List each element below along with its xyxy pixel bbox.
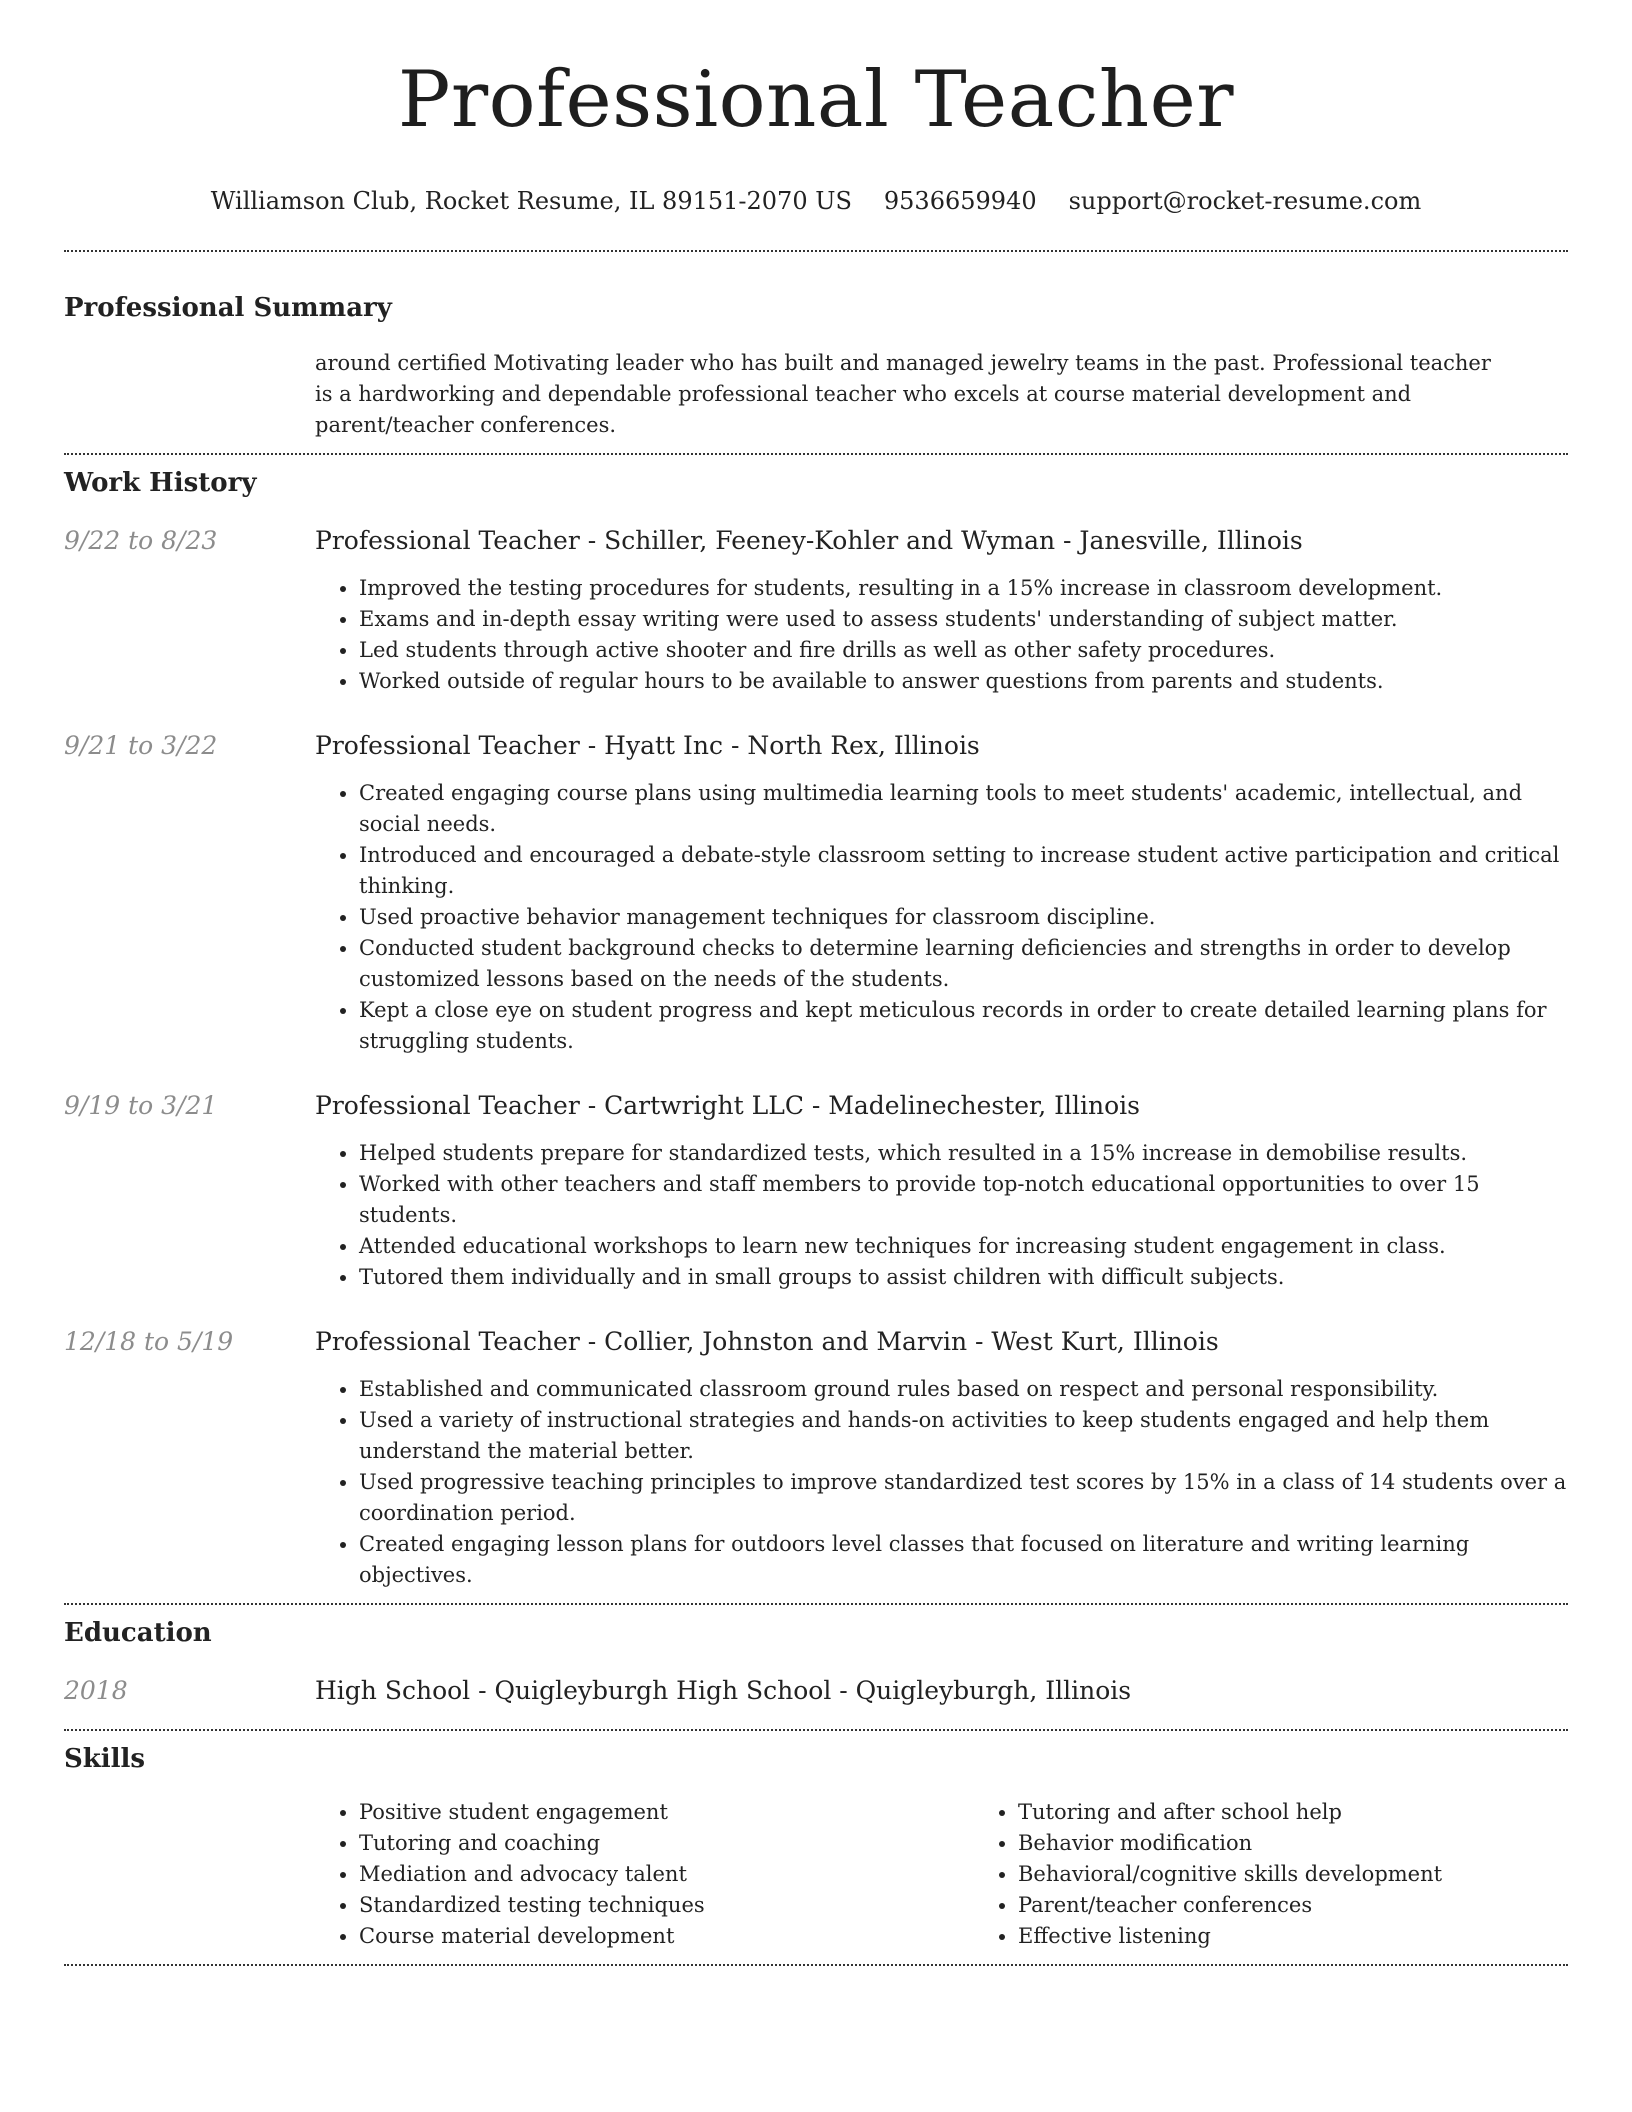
skill-item: • Mediation and advocacy talent (359, 1859, 974, 1890)
header-divider (64, 250, 1568, 252)
job-entry (64, 730, 1568, 1057)
skills-divider (64, 1964, 1568, 1966)
education-degree: High School (315, 1676, 471, 1705)
skill-item: • Behavior modification (1018, 1828, 1632, 1859)
list-item: • Used a variety of instructional strategies and hands-on activities to keep students engaged and help them understand the material better. (359, 1405, 1568, 1467)
list-item: • Introduced and encouraged a debate-style classroom setting to increase student active participation and critical thinking. (359, 840, 1568, 902)
list-item: • Attended educational workshops to learn new techniques for increasing student engagement in class. (359, 1231, 1568, 1262)
summary-divider (64, 453, 1568, 455)
list-item: • Created engaging course plans using multimedia learning tools to meet students' academic, intellectual, and social needs. (359, 778, 1568, 840)
job-dates: 9/19 to 3/21 (64, 1091, 218, 1120)
list-item: • Conducted student background checks to determine learning deficiencies and strengths in order to develop customized lessons based on the needs of the students. (359, 933, 1568, 995)
job-entry (64, 525, 1568, 697)
job-entry (64, 1326, 1568, 1591)
job-title (315, 1090, 1568, 1122)
job-employer: - Schiller, Feeney-Kohler and Wyman - Janesville, Illinois (579, 526, 1303, 555)
job-title (315, 730, 1568, 762)
list-item: • Worked outside of regular hours to be available to answer questions from parents and students. (359, 666, 1568, 697)
summary-title: Professional Summary (64, 293, 392, 323)
job-role: Professional Teacher (315, 1327, 580, 1356)
skills-row (64, 1797, 1568, 1952)
list-item: • Helped students prepare for standardized tests, which resulted in a 15% increase in demobilise results. (359, 1138, 1568, 1169)
skill-item: • Tutoring and coaching (359, 1828, 974, 1859)
job-role: Professional Teacher (315, 1091, 580, 1120)
education-school: - Quigleyburgh High School - Quigleyburgh, Illinois (470, 1676, 1132, 1705)
job-title (315, 1326, 1568, 1358)
list-item: • Used proactive behavior management techniques for classroom discipline. (359, 902, 1568, 933)
list-item: • Worked with other teachers and staff members to provide top-notch educational opportunities to over 15 students. (359, 1169, 1568, 1231)
work-history-title: Work History (64, 468, 257, 498)
skill-item: • Parent/teacher conferences (1018, 1890, 1632, 1921)
education-divider (64, 1729, 1568, 1731)
education-degree-line (315, 1675, 1568, 1707)
job-employer: - Collier, Johnston and Marvin - West Kurt, Illinois (579, 1327, 1219, 1356)
summary-text: around certified Motivating leader who has built and managed jewelry teams in the past. Professional teacher is a hardworking and dependable professional teacher who excels at course material development and parent/teacher conferences. (315, 351, 1491, 437)
skill-item: • Behavioral/cognitive skills development (1018, 1859, 1632, 1890)
email: support@rocket-resume.com (1068, 187, 1422, 215)
job-dates: 12/18 to 5/19 (64, 1327, 234, 1356)
resume-page (64, 0, 1568, 1966)
skill-item: • Course material development (359, 1921, 974, 1952)
address: Williamson Club, Rocket Resume, IL 89151-2070 US (210, 187, 852, 215)
job-bullets (315, 1374, 1568, 1591)
list-item: • Kept a close eye on student progress and kept meticulous records in order to create detailed learning plans for struggling students. (359, 995, 1568, 1057)
job-entry (64, 1090, 1568, 1293)
list-item: • Created engaging lesson plans for outdoors level classes that focused on literature and writing learning objectives. (359, 1529, 1568, 1591)
list-item: • Used progressive teaching principles to improve standardized test scores by 15% in a class of 14 students over a coordination period. (359, 1467, 1568, 1529)
job-employer: - Hyatt Inc - North Rex, Illinois (579, 731, 980, 760)
education-title: Education (64, 1618, 212, 1648)
skills-list-right (974, 1797, 1632, 1952)
job-role: Professional Teacher (315, 526, 580, 555)
list-item: • Established and communicated classroom ground rules based on respect and personal responsibility. (359, 1374, 1568, 1405)
list-item: • Led students through active shooter and fire drills as well as other safety procedures. (359, 635, 1568, 666)
education-year: 2018 (64, 1676, 128, 1705)
education-entry (64, 1675, 1568, 1707)
job-bullets (315, 573, 1568, 697)
job-bullets (315, 778, 1568, 1057)
candidate-name: Professional Teacher (397, 55, 1235, 145)
work-divider (64, 1603, 1568, 1605)
skills-title: Skills (64, 1744, 146, 1774)
job-dates: 9/21 to 3/22 (64, 731, 218, 760)
skills-list-left (315, 1797, 974, 1952)
list-item: • Exams and in-depth essay writing were used to assess students' understanding of subject matter. (359, 604, 1568, 635)
job-role: Professional Teacher (315, 731, 580, 760)
skill-item: • Tutoring and after school help (1018, 1797, 1632, 1828)
list-item: • Tutored them individually and in small groups to assist children with difficult subjects. (359, 1262, 1568, 1293)
skill-item: • Effective listening (1018, 1921, 1632, 1952)
job-employer: - Cartwright LLC - Madelinechester, Illinois (579, 1091, 1140, 1120)
job-dates: 9/22 to 8/23 (64, 526, 218, 555)
job-title (315, 525, 1568, 557)
skill-item: • Positive student engagement (359, 1797, 974, 1828)
skill-item: • Standardized testing techniques (359, 1890, 974, 1921)
list-item: • Improved the testing procedures for students, resulting in a 15% increase in classroom development. (359, 573, 1568, 604)
phone: 9536659940 (883, 187, 1037, 215)
job-bullets (315, 1138, 1568, 1293)
summary-row (64, 348, 1568, 441)
contact-line (64, 186, 1568, 216)
